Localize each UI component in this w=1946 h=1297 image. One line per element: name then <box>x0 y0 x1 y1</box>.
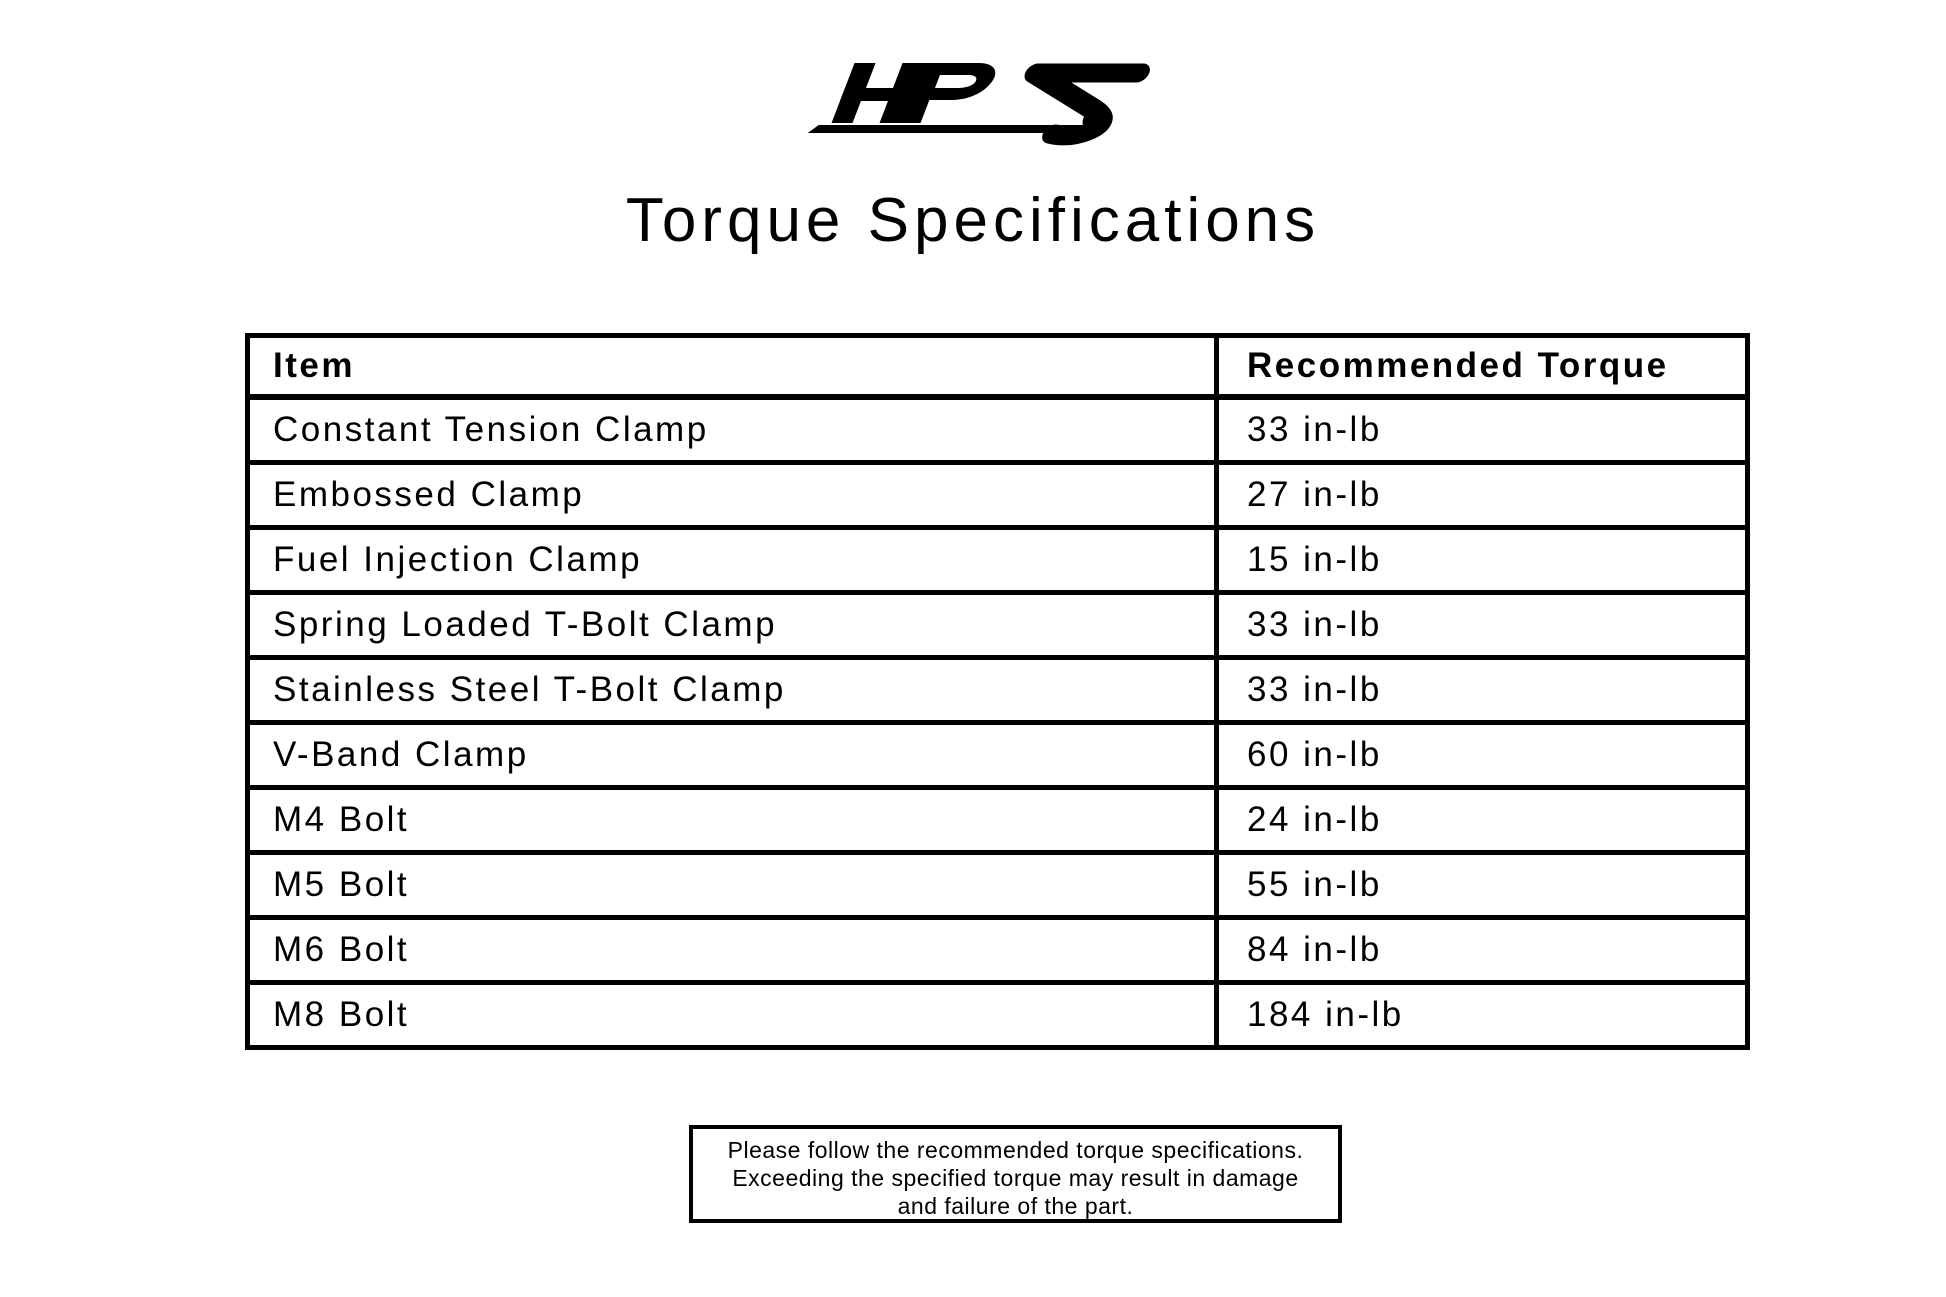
table-row <box>248 983 1748 1048</box>
torque-cell: 33 in-lb <box>1217 658 1748 723</box>
item-cell: Fuel Injection Clamp <box>248 528 1217 593</box>
item-cell: Stainless Steel T-Bolt Clamp <box>248 658 1217 723</box>
item-cell: Spring Loaded T-Bolt Clamp <box>248 593 1217 658</box>
item-cell: M4 Bolt <box>248 788 1217 853</box>
torque-cell: 60 in-lb <box>1217 723 1748 788</box>
item-cell: M6 Bolt <box>248 918 1217 983</box>
torque-cell: 33 in-lb <box>1217 593 1748 658</box>
item-cell: Embossed Clamp <box>248 463 1217 528</box>
note-line: Please follow the recommended torque specifications. <box>727 1137 1304 1163</box>
item-cell: Constant Tension Clamp <box>248 397 1217 463</box>
torque-header-cell: Recommended Torque <box>1217 336 1748 398</box>
table-row <box>248 397 1748 463</box>
table-row <box>248 463 1748 528</box>
torque-cell: 24 in-lb <box>1217 788 1748 853</box>
torque-cell: 15 in-lb <box>1217 528 1748 593</box>
table-row <box>248 788 1748 853</box>
item-header-cell: Item <box>248 336 1217 398</box>
table-row <box>248 658 1748 723</box>
torque-table <box>245 333 1750 1050</box>
table-row <box>248 723 1748 788</box>
torque-cell: 55 in-lb <box>1217 853 1748 918</box>
table-row <box>248 528 1748 593</box>
note-box <box>689 1125 1342 1223</box>
note-line: and failure of the part. <box>897 1193 1134 1219</box>
table-row <box>248 853 1748 918</box>
table-row <box>248 918 1748 983</box>
item-cell: V-Band Clamp <box>248 723 1217 788</box>
torque-cell: 33 in-lb <box>1217 397 1748 463</box>
torque-cell: 184 in-lb <box>1217 983 1748 1048</box>
note-line: Exceeding the specified torque may result in damage <box>732 1165 1299 1191</box>
torque-cell: 27 in-lb <box>1217 463 1748 528</box>
table-row <box>248 593 1748 658</box>
item-cell: M8 Bolt <box>248 983 1217 1048</box>
item-cell: M5 Bolt <box>248 853 1217 918</box>
hps-logo-icon <box>800 28 1180 158</box>
page-title: Torque Specifications <box>625 186 1321 255</box>
torque-cell: 84 in-lb <box>1217 918 1748 983</box>
table-header-row <box>248 336 1748 398</box>
